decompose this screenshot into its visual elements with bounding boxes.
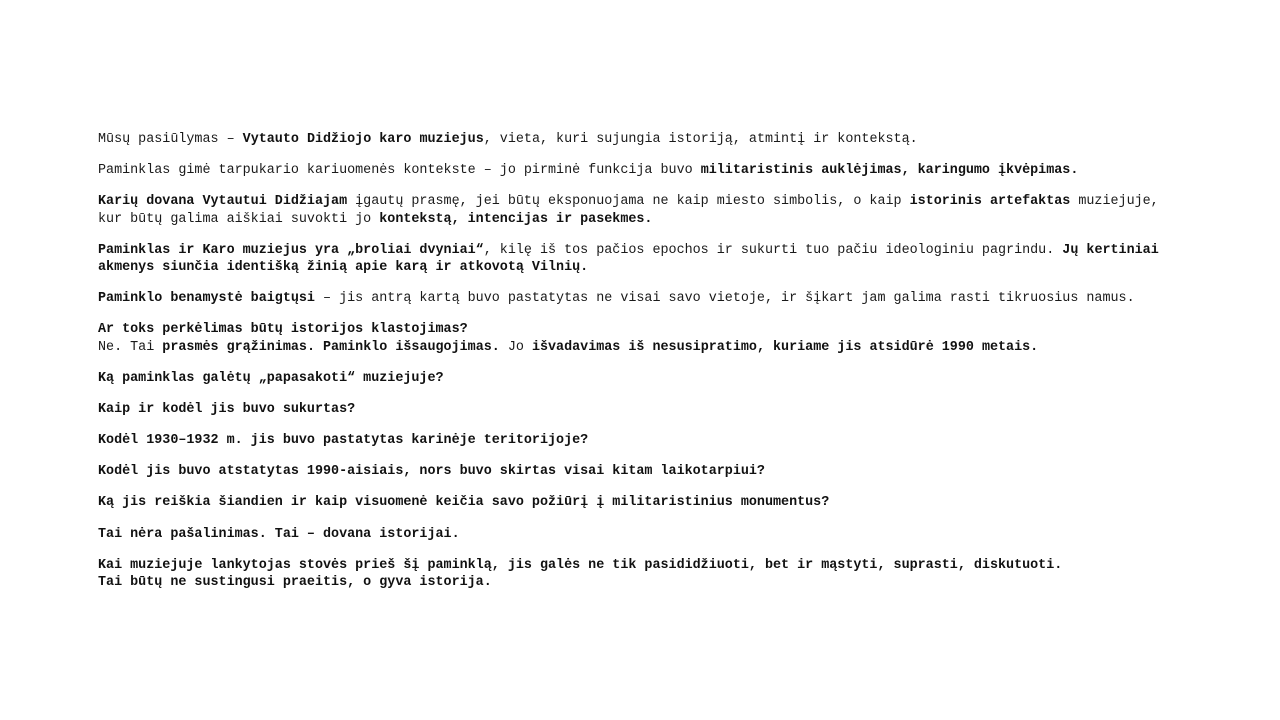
bold-text-run: Paminklas ir Karo muziejus yra „broliai dvyniai“ [98, 242, 484, 258]
bold-text-run: kontekstą, intencijas ir pasekmes. [379, 211, 653, 227]
paragraph [98, 321, 1188, 356]
paragraph [98, 242, 1188, 277]
paragraph [98, 162, 1188, 180]
paragraph [98, 463, 1188, 481]
bold-text-run: Ką paminklas galėtų „papasakoti“ muziejuje? [98, 371, 444, 387]
text-run: , vieta, kuri sujungia istoriją, atmintį ir kontekstą. [483, 132, 918, 147]
bold-text-run: Ką jis reiškia šiandien ir kaip visuomenė keičia savo požiūrį į militaristinius monumentus? [98, 495, 830, 511]
text-line [98, 370, 1188, 388]
text-run: Jo [499, 339, 532, 355]
text-run: Paminklas gimė tarpukario kariuomenės kontekste – jo pirminė funkcija buvo [98, 163, 701, 179]
bold-text-run: Ar toks perkėlimas būtų istorijos klastojimas? [98, 322, 468, 338]
text-line [98, 463, 1188, 481]
bold-text-run: militaristinis auklėjimas, karingumo įkvėpimas. [700, 163, 1079, 179]
bold-text-run: Jų kertiniai akmenys siunčia identišką žinią apie karą ir atkovotą Vilnių. [98, 242, 1159, 276]
text-line [98, 574, 1188, 592]
bold-text-run: Paminklo benamystė baigtųsi [98, 291, 315, 307]
text-line [98, 242, 1188, 277]
text-run: muziejuje, kur būtų galima aiškiai suvokti jo [98, 194, 1159, 227]
paragraph [98, 401, 1188, 419]
paragraph [98, 290, 1188, 308]
bold-text-run: Kodėl 1930–1932 m. jis buvo pastatytas karinėje teritorijoje? [98, 433, 589, 449]
bold-text-run: Tai nėra pašalinimas. Tai – dovana istorijai. [98, 526, 460, 542]
text-run: – jis antrą kartą buvo pastatytas ne visai savo vietoje, ir šįkart jam galima rasti tikruosius namus. [314, 291, 1135, 307]
bold-text-run: išvadavimas iš nesusipratimo, kuriame jis atsidūrė 1990 metais. [531, 339, 1039, 355]
text-line [98, 494, 1188, 512]
paragraph [98, 370, 1188, 388]
text-line [98, 162, 1188, 180]
bold-text-run: Kai muziejuje lankytojas stovės prieš šį paminklą, jis galės ne tik pasididžiuoti, bet ir mąstyti, suprasti, diskutuoti. [98, 557, 1063, 573]
bold-text-run: Vytauto Didžiojo karo muziejus [242, 132, 484, 147]
text-line [98, 290, 1188, 308]
bold-text-run: Kaip ir kodėl jis buvo sukurtas? [98, 402, 356, 418]
paragraph [98, 557, 1188, 592]
document-body [98, 131, 1188, 592]
text-line [98, 401, 1188, 419]
paragraph [98, 494, 1188, 512]
bold-text-run: Tai būtų ne sustingusi praeitis, o gyva istorija. [98, 575, 492, 591]
text-run: įgautų prasmę, jei būtų eksponuojama ne kaip miesto simbolis, o kaip [347, 194, 910, 210]
text-run: Mūsų pasiūlymas – [98, 132, 243, 147]
text-line [98, 557, 1188, 575]
text-run: Ne. Tai [98, 339, 163, 355]
paragraph [98, 131, 1188, 149]
paragraph [98, 432, 1188, 450]
bold-text-run: prasmės grąžinimas. Paminklo išsaugojimas. [162, 339, 500, 355]
paragraph [98, 193, 1188, 228]
text-line [98, 193, 1188, 228]
bold-text-run: Karių dovana Vytautui Didžiajam [98, 194, 348, 210]
text-line [98, 131, 1188, 149]
bold-text-run: Kodėl jis buvo atstatytas 1990-aisiais, nors buvo skirtas visai kitam laikotarpiui? [98, 464, 765, 480]
text-line [98, 321, 1188, 339]
paragraph [98, 526, 1188, 544]
text-line [98, 339, 1188, 357]
text-run: , kilę iš tos pačios epochos ir sukurti tuo pačiu ideologiniu pagrindu. [483, 242, 1063, 258]
text-line [98, 526, 1188, 544]
text-line [98, 432, 1188, 450]
bold-text-run: istorinis artefaktas [909, 194, 1071, 210]
